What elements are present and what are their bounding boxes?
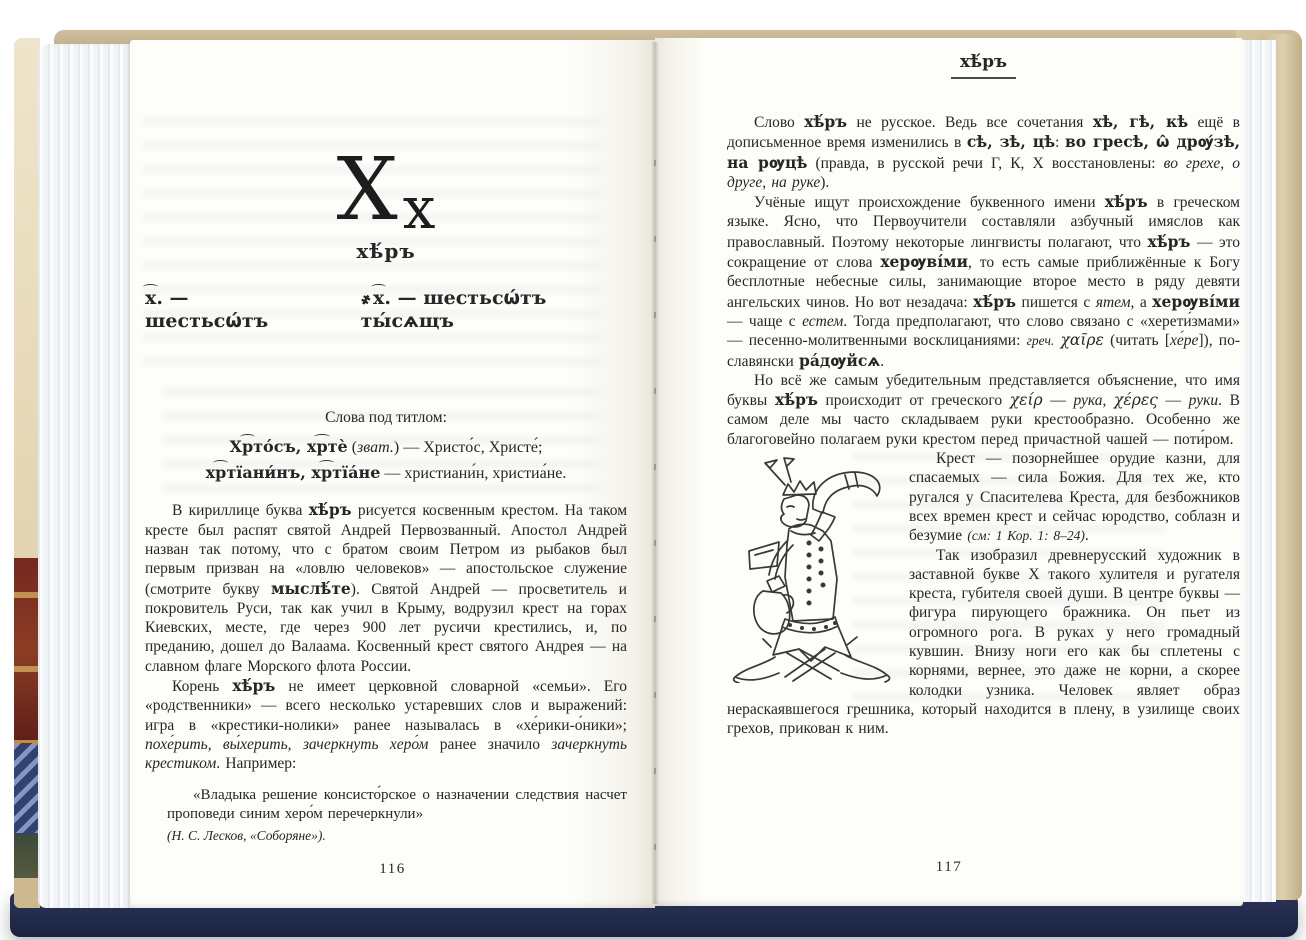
body-paragraph: Учёные ищут происхождение буквенного имени хѣ́ръ в греческом языке. Ясно, что Первоучители составляли азбучный имяслов как православный. Поэтому некоторые лингвисты полагают, что хѣ́ръ — это сокращение от слова херѹві́ми, то есть самые приближённые к Богу бесплотные небесные силы, занимающие второе место в ряду девяти ангельских чинов. Но вот незадача: хѣ́ръ пишется с ятем, а херѹві́ми — чаще с естем. Тогда предполагают, что слово связано с «херети́змами» — песенно-молитвенными восклицаниями: греч. χαῖρε (читать [хе́ре]), по-славянски ра́дѹйсѧ. [727, 192, 1241, 370]
letter-name-slavonic: хѣ́ръ [356, 239, 416, 264]
cover-art-edge-green [14, 833, 40, 878]
body-paragraph: Корень хѣ́ръ не имеет церковной словарной «семьи». Его «родственники» — всего несколько устаревших слов и выражений: игра в «крестики-нолики» ранее называлась в «хе́рики-о́ники»; похе́рить, вы́херить, зачеркнуть херо́м ранее значило зачеркнуть крестиком. Например: [145, 676, 628, 773]
running-head-word: хѣ́ръ [951, 52, 1016, 79]
body-paragraph: Но всё же самым убедительным представляется объяснение, что имя буквы хѣ́ръ происходит от греческого χείρ — рука, χέρες — руки. В самом деле мы часто складываем руки крестообразно. Особенно же благоговейно полагаем руки крестом перед причастной чашей — поти́ром. [727, 371, 1240, 448]
titlo-word-line: хртїани́нъ, хртїа́не — христиани́н, христиа́не. [205, 463, 567, 483]
numeric-value-600000: ҂х. — шестьсѡ́тъ ты́сѧщъ [360, 287, 547, 333]
letter-uppercase: Х [336, 140, 398, 240]
right-page [655, 38, 1243, 906]
page-number-left: 116 [379, 861, 406, 877]
quote-text: «Владыка решение консисто́рское о назначении следствия насчет проповеди синим херо́м перечеркнули» [167, 786, 627, 823]
page-stack-left [38, 44, 132, 908]
cover-art-edge-blue [14, 743, 40, 833]
block-quote [167, 786, 627, 844]
letter-lowercase: х [402, 174, 436, 242]
book-cover-left-edge [14, 38, 40, 908]
body-paragraph: Крест — позорнейшее орудие казни, для спасаемых — сила Божия. Для тех же, кто ругался у Спасителева Креста, для безбожников всех времен крест и сейчас юродство, соблазн и безумие (см: 1 Кор. 1: 8–24). [909, 450, 1240, 545]
tunic-dots [807, 541, 826, 606]
body-paragraph: Так изобразил древнерусский художник в заставной букве Х такого хулителя и ругателя креста, губителя своей души. В центре буквы — фигура пирующего бражника. Он пьет из огромного рога. В руках у него громадный кувшин. Внизу ноги его как бы сплетены с корнями, вернее, это даже не корни, а скорее колодки узника. Человек являет образ нераскаявшегося грешника, который находится в плену, в узилище своих грехов, прикован к ним. [727, 546, 1240, 738]
right-page-content [727, 38, 1240, 906]
page-stack-right [1240, 40, 1276, 902]
titlo-word-line: Хрто́съ, хртѐ (зват.) — Христо́с, Христе́; [229, 437, 543, 457]
letter-display [145, 140, 627, 242]
left-page [130, 40, 655, 908]
page-number-right: 117 [935, 859, 963, 875]
drunkard-letter-x-illustration [727, 455, 895, 683]
cover-edge-plain [14, 38, 40, 558]
quote-attribution: (Н. С. Лесков, «Соборяне»). [167, 827, 326, 843]
cover-art-edge-red [14, 558, 40, 743]
body-paragraph: В кириллице буква хѣ́ръ рисуется косвенным крестом. На таком кресте был распят святой Андрей Первозванный. Апостол Андрей назван так потому, что с братом своим Петром из рыбаков был первым призван на «ловлю человеков» — апостольское служение (смотрите букву мыслѣ́те). Святой Андрей — просветитель и покровитель Руси, так как учил в Крыму, водрузил крест на горах Киевских, месте, где через 900 лет русичи крестились, и, по преданию, дошел до Валаама. Косвенный крест святого Андрея — на славном флаге Морского флота России. [145, 500, 628, 675]
running-head [727, 52, 1240, 72]
left-page-content [145, 40, 627, 908]
numeric-values-row [145, 287, 627, 333]
cover-art-edge-tan [14, 878, 40, 908]
titlo-section-label: Слова под титлом: [325, 409, 447, 427]
body-paragraph: Слово хѣ́ръ не русское. Ведь все сочетания хѣ, гѣ, кѣ ещё в дописьменное время изменились в сѣ, зѣ, цѣ: во гресѣ, ѡ̂ дрѹ́зѣ, на рѹцѣ (правда, в русской речи Г, К, Х восстановлены: во грехе, о друге, на руке). [727, 112, 1241, 191]
numeric-value-600: х. — шестьсѡ́тъ [145, 287, 269, 333]
spine-stitching [654, 90, 656, 870]
titlo-words [145, 434, 627, 486]
